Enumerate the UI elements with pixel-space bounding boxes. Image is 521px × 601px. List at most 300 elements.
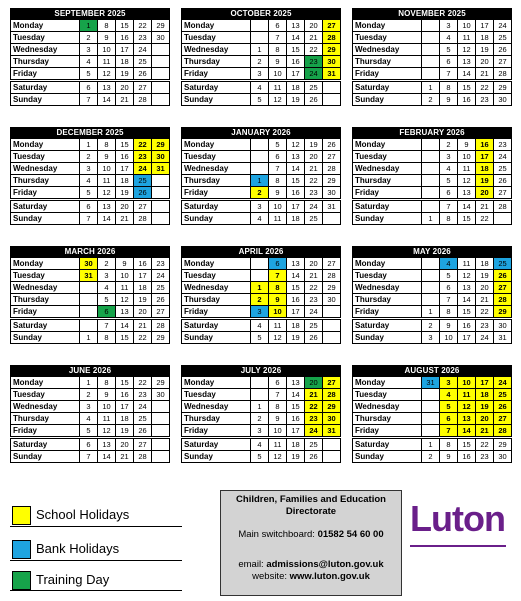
day-name: Saturday <box>353 82 422 94</box>
date-cell: 7 <box>269 389 287 401</box>
date-cell <box>422 389 440 401</box>
date-cell: 30 <box>152 151 170 163</box>
date-cell: 31 <box>80 270 98 282</box>
date-cell: 10 <box>458 377 476 389</box>
date-cell: 10 <box>458 20 476 32</box>
date-cell <box>422 44 440 56</box>
bank-holiday-label: Bank Holidays <box>36 541 120 556</box>
date-cell: 26 <box>305 94 323 106</box>
date-cell: 14 <box>458 425 476 437</box>
date-cell: 27 <box>494 413 512 425</box>
date-cell: 22 <box>305 282 323 294</box>
date-cell: 27 <box>323 258 341 270</box>
date-cell <box>152 425 170 437</box>
day-name: Saturday <box>182 320 251 332</box>
day-name: Sunday <box>353 213 422 225</box>
date-cell: 28 <box>494 294 512 306</box>
date-cell: 27 <box>134 439 152 451</box>
legend-divider <box>10 526 182 527</box>
date-cell <box>422 139 440 151</box>
date-cell: 4 <box>440 163 458 175</box>
month-table <box>352 376 512 463</box>
date-cell <box>323 82 341 94</box>
month-table <box>10 257 170 344</box>
email-link[interactable]: admissions@luton.gov.uk <box>266 559 384 570</box>
date-cell: 23 <box>476 451 494 463</box>
month-calendar <box>10 127 170 225</box>
day-name: Saturday <box>11 201 80 213</box>
month-table <box>352 138 512 225</box>
date-cell: 10 <box>440 332 458 344</box>
date-cell: 3 <box>80 44 98 56</box>
week-row <box>353 332 512 344</box>
week-row <box>182 306 341 318</box>
date-cell: 20 <box>476 413 494 425</box>
week-row <box>182 175 341 187</box>
day-name: Sunday <box>182 213 251 225</box>
date-cell: 16 <box>134 258 152 270</box>
week-row <box>11 32 170 44</box>
day-name: Sunday <box>11 213 80 225</box>
day-name: Thursday <box>353 56 422 68</box>
date-cell: 28 <box>323 163 341 175</box>
date-cell: 27 <box>323 377 341 389</box>
date-cell: 30 <box>323 56 341 68</box>
date-cell: 16 <box>116 151 134 163</box>
date-cell: 9 <box>440 451 458 463</box>
date-cell: 5 <box>80 425 98 437</box>
date-cell <box>251 389 269 401</box>
day-name: Tuesday <box>182 32 251 44</box>
month-table <box>352 257 512 344</box>
day-name: Monday <box>353 377 422 389</box>
date-cell: 21 <box>116 94 134 106</box>
date-cell: 19 <box>287 451 305 463</box>
date-cell: 1 <box>80 139 98 151</box>
day-name: Monday <box>353 258 422 270</box>
date-cell: 15 <box>458 439 476 451</box>
date-cell <box>80 320 98 332</box>
month-calendar <box>181 8 341 106</box>
date-cell: 19 <box>116 425 134 437</box>
day-name: Monday <box>353 20 422 32</box>
day-name: Monday <box>11 377 80 389</box>
date-cell: 11 <box>269 213 287 225</box>
date-cell: 6 <box>80 439 98 451</box>
date-cell: 17 <box>287 68 305 80</box>
school-holiday-label: School Holidays <box>36 507 130 522</box>
date-cell: 8 <box>269 282 287 294</box>
week-row <box>182 320 341 332</box>
date-cell: 13 <box>98 82 116 94</box>
date-cell: 11 <box>98 56 116 68</box>
date-cell: 23 <box>476 94 494 106</box>
date-cell <box>422 187 440 199</box>
date-cell: 15 <box>458 82 476 94</box>
date-cell: 7 <box>80 94 98 106</box>
day-name: Monday <box>11 258 80 270</box>
day-name: Tuesday <box>11 270 80 282</box>
week-row <box>11 413 170 425</box>
date-cell: 1 <box>422 82 440 94</box>
date-cell: 18 <box>134 282 152 294</box>
week-row <box>182 187 341 199</box>
week-row <box>11 94 170 106</box>
date-cell <box>152 94 170 106</box>
week-row <box>182 56 341 68</box>
date-cell: 27 <box>494 187 512 199</box>
date-cell: 5 <box>251 332 269 344</box>
week-row <box>182 44 341 56</box>
date-cell: 3 <box>440 151 458 163</box>
date-cell: 15 <box>116 332 134 344</box>
date-cell: 5 <box>440 44 458 56</box>
date-cell: 20 <box>305 258 323 270</box>
date-cell: 19 <box>476 270 494 282</box>
date-cell: 21 <box>116 213 134 225</box>
day-name: Wednesday <box>353 282 422 294</box>
month-calendar <box>181 127 341 225</box>
date-cell: 8 <box>440 213 458 225</box>
day-name: Saturday <box>11 320 80 332</box>
date-cell: 15 <box>116 20 134 32</box>
day-name: Thursday <box>353 413 422 425</box>
date-cell: 1 <box>422 439 440 451</box>
date-cell: 9 <box>440 320 458 332</box>
date-cell: 11 <box>98 413 116 425</box>
date-cell: 4 <box>251 82 269 94</box>
month-title: JANUARY 2026 <box>181 127 341 138</box>
month-table <box>181 376 341 463</box>
date-cell: 20 <box>134 306 152 318</box>
day-name: Wednesday <box>353 44 422 56</box>
date-cell: 8 <box>440 82 458 94</box>
date-cell: 1 <box>251 282 269 294</box>
month-calendar <box>352 127 512 225</box>
week-row <box>182 377 341 389</box>
date-cell: 22 <box>476 306 494 318</box>
date-cell <box>251 20 269 32</box>
week-row <box>353 451 512 463</box>
date-cell: 3 <box>440 20 458 32</box>
week-row <box>11 270 170 282</box>
day-name: Thursday <box>353 175 422 187</box>
date-cell: 31 <box>152 163 170 175</box>
day-name: Tuesday <box>353 389 422 401</box>
date-cell: 28 <box>323 32 341 44</box>
month-title: NOVEMBER 2025 <box>352 8 512 19</box>
date-cell: 26 <box>152 294 170 306</box>
day-name: Saturday <box>353 201 422 213</box>
day-name: Thursday <box>182 294 251 306</box>
week-row <box>182 258 341 270</box>
date-cell: 1 <box>422 213 440 225</box>
date-cell: 28 <box>134 451 152 463</box>
date-cell: 18 <box>476 32 494 44</box>
website-label: website: <box>252 571 287 582</box>
date-cell: 19 <box>116 68 134 80</box>
date-cell: 5 <box>269 139 287 151</box>
day-name: Monday <box>182 20 251 32</box>
week-row <box>353 389 512 401</box>
date-cell: 13 <box>458 187 476 199</box>
date-cell: 4 <box>80 413 98 425</box>
date-cell: 2 <box>251 56 269 68</box>
date-cell: 25 <box>494 258 512 270</box>
date-cell: 29 <box>323 175 341 187</box>
date-cell: 6 <box>80 201 98 213</box>
date-cell: 24 <box>305 68 323 80</box>
date-cell: 13 <box>98 201 116 213</box>
date-cell: 26 <box>305 332 323 344</box>
date-cell: 20 <box>116 439 134 451</box>
date-cell: 27 <box>494 282 512 294</box>
date-cell: 14 <box>287 270 305 282</box>
month-title: JULY 2026 <box>181 365 341 376</box>
date-cell: 21 <box>476 294 494 306</box>
date-cell: 2 <box>98 258 116 270</box>
bank-holiday-swatch <box>12 540 31 559</box>
date-cell: 2 <box>440 139 458 151</box>
week-row <box>353 425 512 437</box>
date-cell: 24 <box>494 377 512 389</box>
email-label: email: <box>238 559 264 570</box>
date-cell: 22 <box>134 139 152 151</box>
date-cell: 25 <box>305 82 323 94</box>
week-row <box>353 82 512 94</box>
date-cell: 25 <box>305 320 323 332</box>
date-cell: 11 <box>458 32 476 44</box>
day-name: Thursday <box>353 294 422 306</box>
date-cell: 30 <box>80 258 98 270</box>
date-cell: 10 <box>98 44 116 56</box>
week-row <box>11 68 170 80</box>
date-cell: 6 <box>440 282 458 294</box>
date-cell: 29 <box>323 282 341 294</box>
week-row <box>182 32 341 44</box>
date-cell: 5 <box>98 294 116 306</box>
date-cell: 15 <box>287 401 305 413</box>
date-cell: 24 <box>134 44 152 56</box>
day-name: Thursday <box>11 56 80 68</box>
date-cell: 14 <box>287 389 305 401</box>
date-cell: 21 <box>134 320 152 332</box>
website-link[interactable]: www.luton.gov.uk <box>289 571 370 582</box>
date-cell: 15 <box>287 175 305 187</box>
date-cell: 21 <box>116 451 134 463</box>
week-row <box>11 377 170 389</box>
week-row <box>182 413 341 425</box>
date-cell: 4 <box>251 320 269 332</box>
date-cell <box>251 151 269 163</box>
date-cell: 7 <box>440 294 458 306</box>
day-name: Tuesday <box>182 270 251 282</box>
day-name: Tuesday <box>353 270 422 282</box>
date-cell: 7 <box>440 201 458 213</box>
date-cell: 12 <box>269 332 287 344</box>
week-row <box>353 56 512 68</box>
month-table <box>10 138 170 225</box>
week-row <box>11 294 170 306</box>
date-cell: 20 <box>476 56 494 68</box>
day-name: Thursday <box>11 413 80 425</box>
day-name: Friday <box>182 425 251 437</box>
week-row <box>11 213 170 225</box>
date-cell: 22 <box>134 20 152 32</box>
date-cell: 25 <box>305 213 323 225</box>
date-cell: 3 <box>251 425 269 437</box>
week-row <box>182 451 341 463</box>
date-cell <box>80 294 98 306</box>
date-cell: 18 <box>116 56 134 68</box>
date-cell: 21 <box>305 389 323 401</box>
date-cell: 21 <box>305 32 323 44</box>
date-cell <box>422 20 440 32</box>
date-cell: 11 <box>269 320 287 332</box>
date-cell: 7 <box>98 320 116 332</box>
month-title: DECEMBER 2025 <box>10 127 170 138</box>
date-cell: 23 <box>134 389 152 401</box>
month-calendar <box>10 365 170 463</box>
date-cell: 9 <box>98 32 116 44</box>
date-cell: 12 <box>458 44 476 56</box>
date-cell: 6 <box>440 413 458 425</box>
week-row <box>11 306 170 318</box>
date-cell: 5 <box>440 401 458 413</box>
date-cell: 28 <box>152 320 170 332</box>
date-cell: 9 <box>98 151 116 163</box>
date-cell: 9 <box>458 139 476 151</box>
day-name: Saturday <box>182 201 251 213</box>
date-cell: 27 <box>323 20 341 32</box>
date-cell: 22 <box>305 44 323 56</box>
week-row <box>353 187 512 199</box>
date-cell: 11 <box>116 282 134 294</box>
day-name: Saturday <box>353 439 422 451</box>
month-table <box>10 19 170 106</box>
month-calendar <box>352 365 512 463</box>
date-cell <box>422 201 440 213</box>
week-row <box>182 139 341 151</box>
date-cell: 11 <box>269 439 287 451</box>
date-cell: 13 <box>458 413 476 425</box>
date-cell <box>494 213 512 225</box>
date-cell: 17 <box>116 401 134 413</box>
date-cell: 20 <box>116 201 134 213</box>
date-cell: 16 <box>287 187 305 199</box>
date-cell: 13 <box>458 56 476 68</box>
week-row <box>353 20 512 32</box>
day-name: Tuesday <box>11 32 80 44</box>
date-cell: 14 <box>458 294 476 306</box>
date-cell: 27 <box>134 82 152 94</box>
date-cell: 27 <box>152 306 170 318</box>
week-row <box>353 294 512 306</box>
week-row <box>353 175 512 187</box>
date-cell: 3 <box>251 201 269 213</box>
date-cell: 1 <box>251 175 269 187</box>
date-cell <box>323 451 341 463</box>
date-cell <box>422 425 440 437</box>
date-cell: 23 <box>152 258 170 270</box>
date-cell: 18 <box>287 213 305 225</box>
day-name: Friday <box>353 425 422 437</box>
day-name: Saturday <box>182 82 251 94</box>
week-row <box>353 320 512 332</box>
date-cell: 17 <box>134 270 152 282</box>
legend-divider <box>10 590 182 591</box>
date-cell: 20 <box>476 282 494 294</box>
date-cell: 27 <box>134 201 152 213</box>
date-cell: 11 <box>458 389 476 401</box>
day-name: Sunday <box>11 94 80 106</box>
date-cell <box>251 270 269 282</box>
date-cell: 26 <box>134 425 152 437</box>
week-row <box>353 139 512 151</box>
date-cell: 26 <box>134 68 152 80</box>
date-cell: 2 <box>80 151 98 163</box>
date-cell: 5 <box>80 68 98 80</box>
date-cell: 20 <box>305 151 323 163</box>
date-cell: 23 <box>305 187 323 199</box>
week-row <box>353 377 512 389</box>
date-cell: 6 <box>80 82 98 94</box>
date-cell: 19 <box>287 94 305 106</box>
date-cell: 19 <box>116 187 134 199</box>
date-cell: 20 <box>116 82 134 94</box>
week-row <box>353 68 512 80</box>
date-cell: 12 <box>458 270 476 282</box>
date-cell: 15 <box>116 139 134 151</box>
date-cell: 13 <box>116 306 134 318</box>
date-cell: 11 <box>98 175 116 187</box>
month-title: OCTOBER 2025 <box>181 8 341 19</box>
date-cell: 18 <box>287 82 305 94</box>
week-row <box>11 401 170 413</box>
date-cell: 24 <box>476 332 494 344</box>
date-cell: 17 <box>287 306 305 318</box>
date-cell: 4 <box>80 56 98 68</box>
date-cell: 14 <box>287 32 305 44</box>
week-row <box>11 82 170 94</box>
day-name: Wednesday <box>182 44 251 56</box>
date-cell: 2 <box>422 94 440 106</box>
week-row <box>353 163 512 175</box>
date-cell: 17 <box>116 44 134 56</box>
date-cell: 10 <box>458 151 476 163</box>
date-cell <box>152 82 170 94</box>
date-cell <box>152 401 170 413</box>
date-cell <box>422 163 440 175</box>
date-cell: 16 <box>287 294 305 306</box>
week-row <box>353 306 512 318</box>
week-row <box>11 44 170 56</box>
date-cell: 8 <box>98 139 116 151</box>
date-cell: 11 <box>269 82 287 94</box>
date-cell: 26 <box>305 451 323 463</box>
date-cell <box>323 439 341 451</box>
date-cell: 20 <box>305 20 323 32</box>
month-title: MARCH 2026 <box>10 246 170 257</box>
date-cell: 15 <box>116 377 134 389</box>
date-cell: 10 <box>269 68 287 80</box>
date-cell <box>152 413 170 425</box>
week-row <box>353 270 512 282</box>
day-name: Sunday <box>353 451 422 463</box>
week-row <box>11 332 170 344</box>
day-name: Saturday <box>11 82 80 94</box>
date-cell: 29 <box>323 44 341 56</box>
